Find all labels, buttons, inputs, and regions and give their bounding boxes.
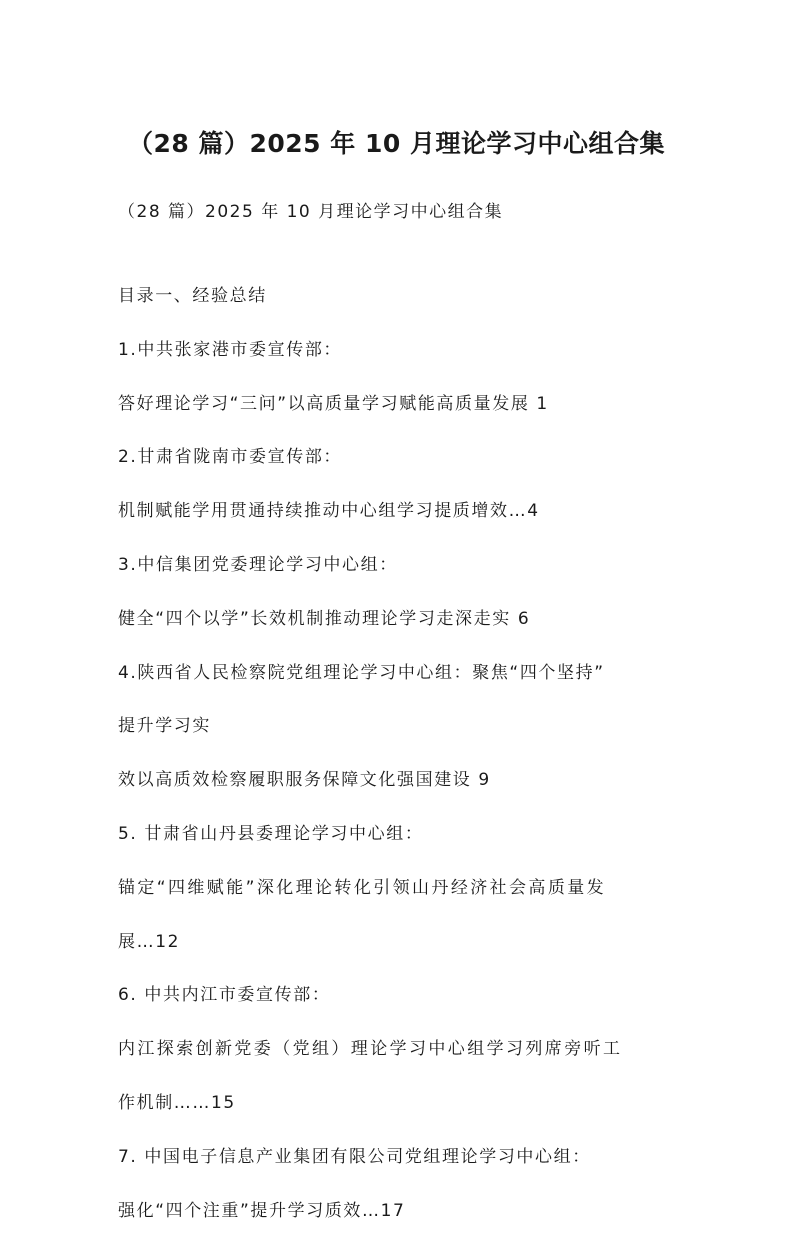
table-of-contents [118,282,683,1250]
toc-item-3-title: 健全“四个以学”长效机制推动理论学习走深走实 6 [118,608,531,629]
toc-item-5-title-part1: 锚定“四维赋能”深化理论转化引领山丹经济社会高质量发 [118,877,607,898]
toc-item-4-title-part2: 效以高质效检察履职服务保障文化强国建设 9 [118,770,491,791]
toc-item-7-title: 强化“四个注重”提升学习质效…17 [118,1200,406,1221]
toc-item-6-org: 6. 中共内江市委宣传部： [118,985,331,1006]
toc-item-1-title: 答好理论学习“三问”以高质量学习赋能高质量发展 1 [118,393,549,414]
toc-item-6-title-part1: 内江探索创新党委（党组）理论学习中心组学习列席旁听工 [118,1039,623,1060]
toc-item-2-org: 2.甘肃省陇南市委宣传部： [118,447,343,468]
toc-item-7-org: 7. 中国电子信息产业集团有限公司党组理论学习中心组： [118,1146,591,1167]
document-title: （28 篇）2025 年 10 月理论学习中心组合集 [128,129,665,158]
toc-item-1-org: 1.中共张家港市委宣传部： [118,339,343,360]
toc-item-4-org: 4.陕西省人民检察院党组理论学习中心组：聚焦“四个坚持” [118,662,605,683]
toc-heading: 目录一、经验总结 [118,286,267,306]
toc-item-6-title-part2: 作机制……15 [118,1092,236,1113]
toc-item-5-org: 5. 甘肃省山丹县委理论学习中心组： [118,823,424,844]
document-subtitle: （28 篇）2025 年 10 月理论学习中心组合集 [118,202,504,222]
toc-item-4-title-part1: 提升学习实 [118,716,211,737]
toc-item-5-title-part2: 展…12 [118,931,181,952]
toc-item-3-org: 3.中信集团党委理论学习中心组： [118,554,398,575]
toc-item-2-title: 机制赋能学用贯通持续推动中心组学习提质增效…4 [118,501,540,522]
